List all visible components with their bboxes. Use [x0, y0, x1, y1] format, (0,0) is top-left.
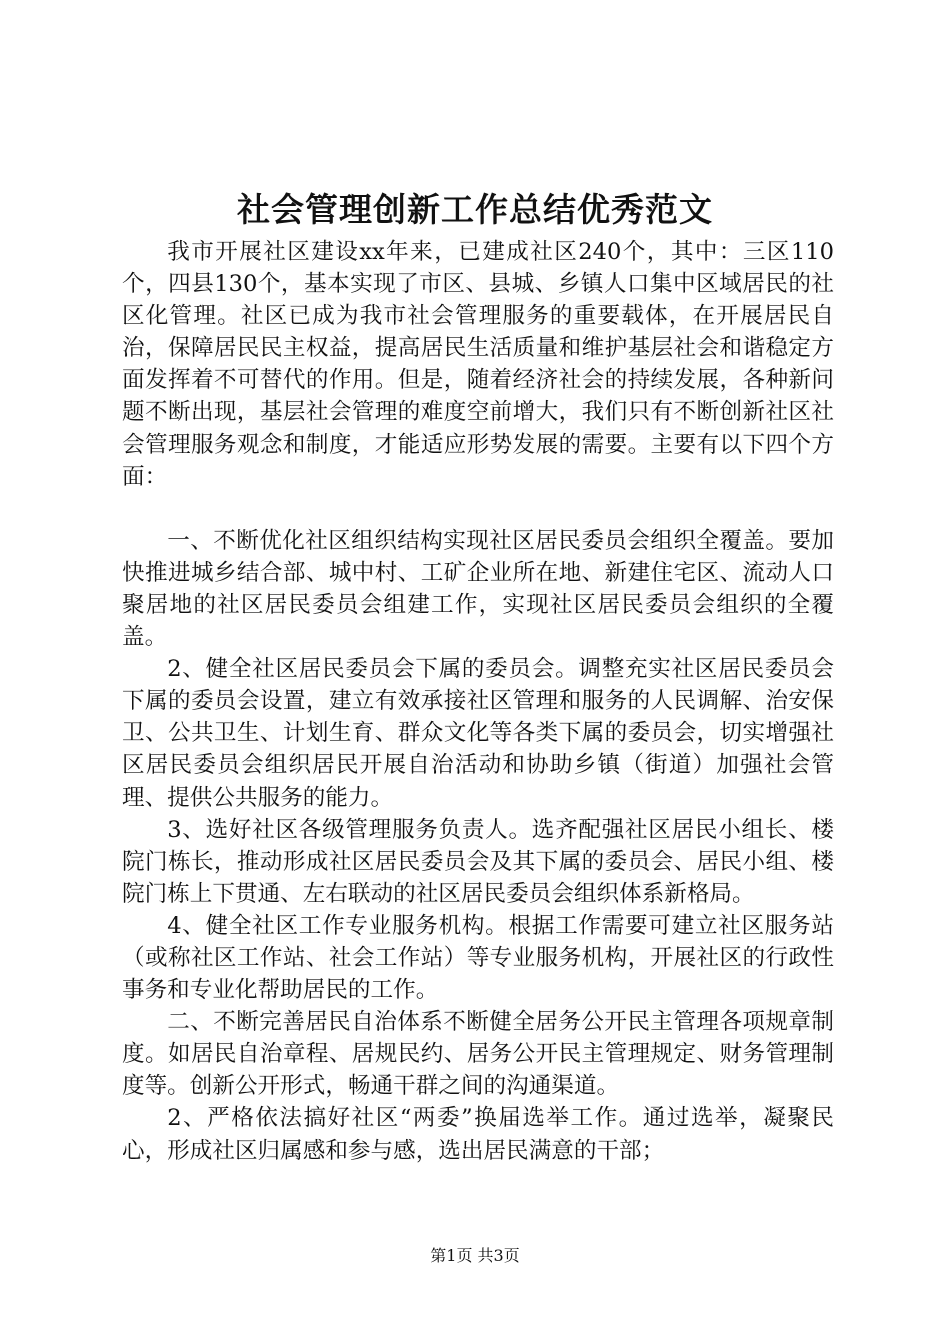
paragraph-section-2-item-2: 2、严格依法搞好社区“两委”换届选举工作。通过选举，凝聚民心，形成社区归属感和参与感，选出居民满意的干部；: [122, 1105, 834, 1164]
page-number: 第1页 共3页: [430, 1246, 520, 1265]
paragraph-item-4: 4、健全社区工作专业服务机构。根据工作需要可建立社区服务站（或称社区工作站、社会工作站）等专业服务机构，开展社区的行政性事务和专业化帮助居民的工作。: [122, 912, 834, 1004]
paragraph-item-3: 3、选好社区各级管理服务负责人。选齐配强社区居民小组长、楼院门栋长，推动形成社区居民委员会及其下属的委员会、居民小组、楼院门栋上下贯通、左右联动的社区居民委员会组织体系新格局。: [122, 816, 834, 907]
paragraph-section-1: 一、不断优化社区组织结构实现社区居民委员会组织全覆盖。要加快推进城乡结合部、城中村、工矿企业所在地、新建住宅区、流动人口聚居地的社区居民委员会组建工作，实现社区居民委员会组织的全覆盖。: [122, 527, 834, 651]
document-body: [122, 236, 834, 1167]
paragraph-intro: 我市开展社区建设xx年来，已建成社区240个，其中：三区110个，四县130个，基本实现了市区、县城、乡镇人口集中区域居民的社区化管理。社区已成为我市社会管理服务的重要载体，在开展居民自治，保障居民民主权益，提高居民生活质量和维护基层社会和谐稳定方面发挥着不可替代的作用。但是，随着经济社会的持续发展，各种新问题不断出现，基层社会管理的难度空前增大，我们只有不断创新社区社会管理服务观念和制度，才能适应形势发展的需要。主要有以下四个方面：: [122, 239, 834, 490]
paragraph-item-2: 2、健全社区居民委员会下属的委员会。调整充实社区居民委员会下属的委员会设置，建立有效承接社区管理和服务的人民调解、治安保卫、公共卫生、计划生育、群众文化等各类下属的委员会，切实增强社区居民委员会组织居民开展自治活动和协助乡镇（街道）加强社会管理、提供公共服务的能力。: [122, 656, 834, 811]
document-title: 社会管理创新工作总结优秀范文: [237, 190, 713, 229]
paragraph-section-2: 二、不断完善居民自治体系不断健全居务公开民主管理各项规章制度。如居民自治章程、居规民约、居务公开民主管理规定、财务管理制度等。创新公开形式，畅通干群之间的沟通渠道。: [122, 1009, 834, 1100]
